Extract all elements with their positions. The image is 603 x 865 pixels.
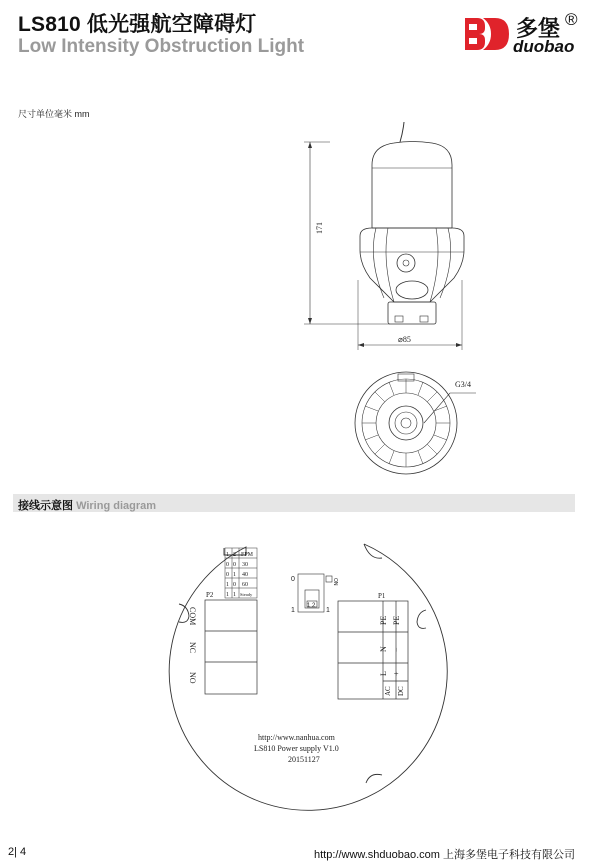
terminal-pe-label: PE — [392, 615, 401, 625]
board-date: 20151127 — [288, 755, 320, 764]
fpm-cell: 0 — [226, 562, 229, 568]
board-name: LS810 Power supply V1.0 — [254, 744, 339, 753]
terminal-l-label: L — [379, 671, 388, 676]
page-number: 2| 4 — [8, 846, 27, 858]
footer-company: http://www.shduobao.com 上海多堡电子科技有限公司 — [314, 849, 576, 861]
fpm-cell: 1 — [233, 572, 236, 578]
section-title — [18, 497, 156, 513]
wiring-board — [169, 544, 447, 810]
p1-label: P1 — [378, 592, 386, 600]
p2-label: P2 — [206, 591, 214, 599]
logo-text-cn: 多堡 — [516, 16, 561, 41]
fpm-cell: 1 — [226, 582, 229, 588]
registered-mark: ® — [565, 10, 578, 29]
thread-label: G3/4 — [455, 380, 471, 389]
page-title: LS810 低光强航空障碍灯 — [18, 13, 257, 36]
fpm-cell: FPM — [241, 552, 254, 558]
fpm-cell: 0 — [233, 562, 236, 568]
logo-text-en: duobao — [513, 37, 575, 56]
terminal-n-label: N — [379, 646, 388, 652]
fpm-cell: 1 — [226, 592, 229, 598]
switch-zero-label: 0 — [291, 576, 295, 583]
fpm-cell: 1 — [233, 592, 236, 598]
fpm-cell: 2 — [233, 552, 236, 558]
switch-one-label: 1 — [291, 607, 295, 614]
fpm-cell: 40 — [242, 572, 248, 578]
fpm-cell: 30 — [242, 562, 248, 568]
terminal-no-label: NO — [188, 672, 197, 684]
switch-on-label: ON — [332, 578, 338, 586]
dimension-unit-note: 尺寸单位毫米 mm — [18, 109, 90, 119]
fpm-cell: 60 — [242, 582, 248, 588]
section-title-en: Wiring diagram — [76, 500, 157, 512]
board-url: http://www.nanhua.com — [258, 733, 335, 742]
fpm-cell: 0 — [233, 582, 236, 588]
switch-pins-label: 1 2 — [307, 603, 316, 609]
terminal-pe-label: PE — [379, 615, 388, 625]
terminal-plus-label: + — [392, 671, 401, 676]
side-view — [304, 122, 464, 350]
fpm-cell: Steady — [240, 592, 253, 597]
terminal-dc-label: DC — [397, 686, 405, 696]
fpm-cell: 1 — [226, 552, 229, 558]
switch-one-label-right: 1 — [326, 607, 330, 614]
width-dimension-label: ⌀85 — [398, 335, 411, 344]
fpm-cell: 0 — [226, 572, 229, 578]
terminal-ac-label: AC — [384, 686, 392, 696]
terminal-com-label: COM — [188, 607, 197, 626]
height-dimension-label: 171 — [315, 222, 324, 234]
page-subtitle: Low Intensity Obstruction Light — [18, 36, 305, 57]
section-title-cn: 接线示意图 — [18, 500, 73, 512]
terminal-nc-label: NC — [188, 642, 197, 654]
terminal-minus-label: − — [392, 647, 401, 652]
